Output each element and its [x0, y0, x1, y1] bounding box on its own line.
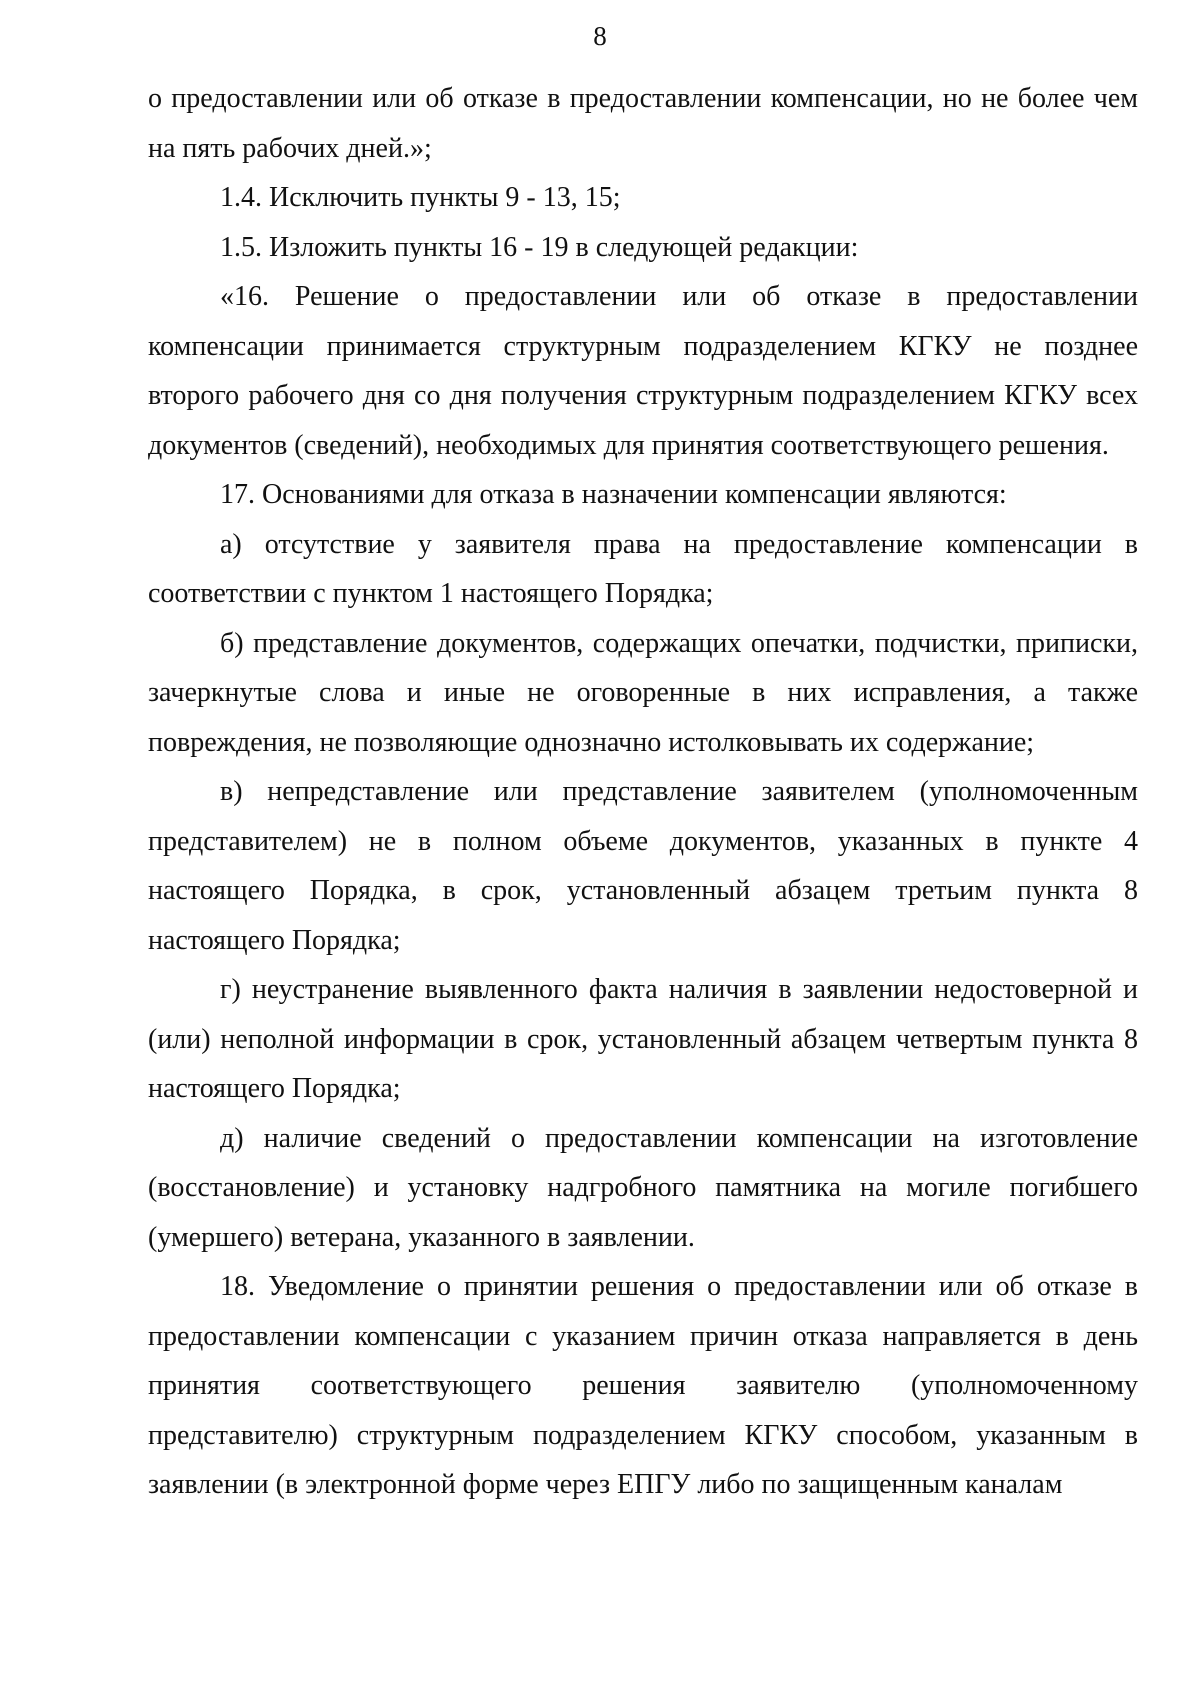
paragraph-point-18: 18. Уведомление о принятии решения о предоставлении или об отказе в предоставлении компенсации с указанием причин отказа направляется в день принятия соответствующего решения заявителю (уполномоченному представителю) структурным подразделением КГКУ способом, указанным в заявлении (в электронной форме через ЕПГУ либо по защищенным каналам: [148, 1271, 1138, 1500]
paragraph-point-17: 17. Основаниями для отказа в назначении компенсации являются:: [220, 479, 1007, 510]
paragraph-continuation: о предоставлении или об отказе в предоставлении компенсации, но не более чем на пять рабочих дней.»;: [148, 83, 1138, 164]
paragraph-subpoint-g: г) неустранение выявленного факта наличия в заявлении недостоверной и (или) неполной информации в срок, установленный абзацем четвертым пункта 8 настоящего Порядка;: [148, 974, 1138, 1104]
paragraph-subpoint-d: д) наличие сведений о предоставлении компенсации на изготовление (восстановление) и установку надгробного памятника на могиле погибшего (умершего) ветерана, указанного в заявлении.: [148, 1122, 1138, 1253]
paragraph-item-1-5: 1.5. Изложить пункты 16 - 19 в следующей редакции:: [220, 231, 859, 263]
document-body: [148, 74, 1138, 1510]
paragraph-subpoint-v: в) непредставление или представление заявителем (уполномоченным представителем) не в полном объеме документов, указанных в пункте 4 настоящего Порядка, в срок, установленный абзацем третьим пункта 8 настоящего Порядка;: [148, 776, 1138, 956]
paragraph-subpoint-a: а) отсутствие у заявителя права на предоставление компенсации в соответствии с пунктом 1 настоящего Порядка;: [148, 528, 1138, 609]
paragraph-subpoint-b: б) представление документов, содержащих опечатки, подчистки, приписки, зачеркнутые слова и иные не оговоренные в них исправления, а также повреждения, не позволяющие однозначно истолковывать их содержание;: [148, 627, 1138, 758]
paragraph-item-1-4: 1.4. Исключить пункты 9 - 13, 15;: [220, 182, 621, 213]
paragraph-point-16: «16. Решение о предоставлении или об отказе в предоставлении компенсации принимается структурным подразделением КГКУ не позднее второго рабочего дня со дня получения структурным подразделением КГКУ всех документов (сведений), необходимых для принятия соответствующего решения.: [148, 281, 1138, 461]
page-number: 8: [593, 21, 607, 51]
